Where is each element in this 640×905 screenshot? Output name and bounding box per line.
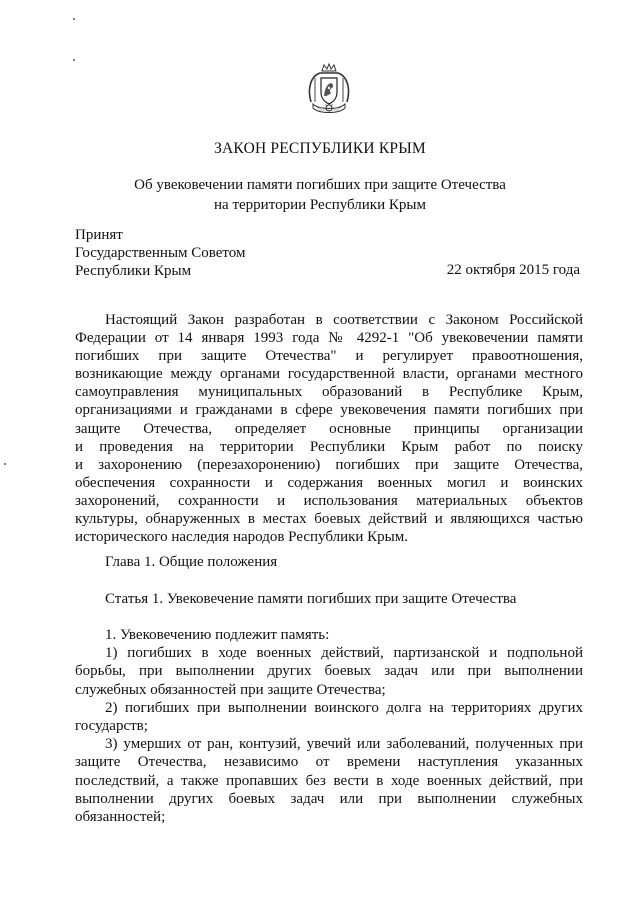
article-items xyxy=(75,626,583,826)
preamble-line: захоронений, сохранности и использования материальных объектов xyxy=(75,492,583,509)
item-line: 3) умерших от ран, контузий, увечий или заболеваний, полученных при xyxy=(105,736,583,753)
item-line: защите Отечества, независимо от времени наступления указанных xyxy=(75,754,583,771)
item-line: борьбы, при выполнении других боевых задач или при выполнении xyxy=(75,663,583,680)
scan-speck xyxy=(4,463,6,465)
preamble-line: Федерации от 14 января 1993 года № 4292-1 "Об увековечении памяти xyxy=(75,330,583,347)
preamble-line: погибших при защите Отечества" и регулирует правоотношения, xyxy=(75,348,583,365)
adopted-line: Республики Крым xyxy=(75,263,192,279)
scan-speck xyxy=(73,18,75,20)
subtitle-line: Об увековечении памяти погибших при защите Отечества xyxy=(134,177,506,193)
scan-speck xyxy=(73,59,75,61)
preamble-line: обеспечения сохранности и содержания военных могил и воинских xyxy=(75,474,583,491)
preamble-line: возникающие между органами государственной власти, органами местного xyxy=(75,366,583,383)
item-line: обязанностей; xyxy=(75,809,166,826)
chapter-heading: Глава 1. Общие положения xyxy=(105,554,278,570)
article-heading: Статья 1. Увековечение памяти погибших при защите Отечества xyxy=(105,591,517,607)
preamble-line: защите Отечества, определяет основные принципы организации xyxy=(75,420,583,437)
item-line: выполнении других боевых задач или при выполнении служебных xyxy=(75,790,583,807)
preamble-line: самоуправления муниципальных образований в Республике Крым, xyxy=(75,384,583,401)
law-subtitle xyxy=(0,175,640,215)
preamble-line: Настоящий Закон разработан в соответствии с Законом Российской xyxy=(105,312,583,328)
preamble-line: исторического наследия народов Республики Крым. xyxy=(75,529,408,546)
adopted-line: Государственным Советом xyxy=(75,245,246,261)
preamble-line: культуры, обнаруженных в местах боевых действий и являющихся частью xyxy=(75,511,583,528)
law-title: ЗАКОН РЕСПУБЛИКИ КРЫМ xyxy=(214,140,426,157)
adoption-date: 22 октября 2015 года xyxy=(446,262,580,278)
adopted-by-block xyxy=(75,226,246,280)
preamble-line: и проведения на территории Республики Крым работ по поиску xyxy=(75,438,583,455)
item-line: государств; xyxy=(75,718,148,735)
preamble-line: организациями и гражданами в сфере увековечения памяти погибших при xyxy=(75,402,583,419)
crimea-emblem-icon xyxy=(305,62,353,118)
item-line: служебных обязанностей при защите Отечества; xyxy=(75,681,386,698)
adopted-line: Принят xyxy=(75,227,123,243)
preamble-paragraph xyxy=(75,311,583,546)
item-line: 2) погибших при выполнении воинского долга на территориях других xyxy=(105,699,583,716)
item-line: последствий, а также пропавших без вести в ходе военных действий, при xyxy=(75,772,583,789)
item-line: 1. Увековечению подлежит память: xyxy=(105,627,330,643)
item-line: 1) погибших в ходе военных действий, партизанской и подпольной xyxy=(105,645,583,662)
preamble-line: и захоронению (перезахоронению) погибших при защите Отечества, xyxy=(75,456,583,473)
subtitle-line: на территории Республики Крым xyxy=(214,197,426,213)
